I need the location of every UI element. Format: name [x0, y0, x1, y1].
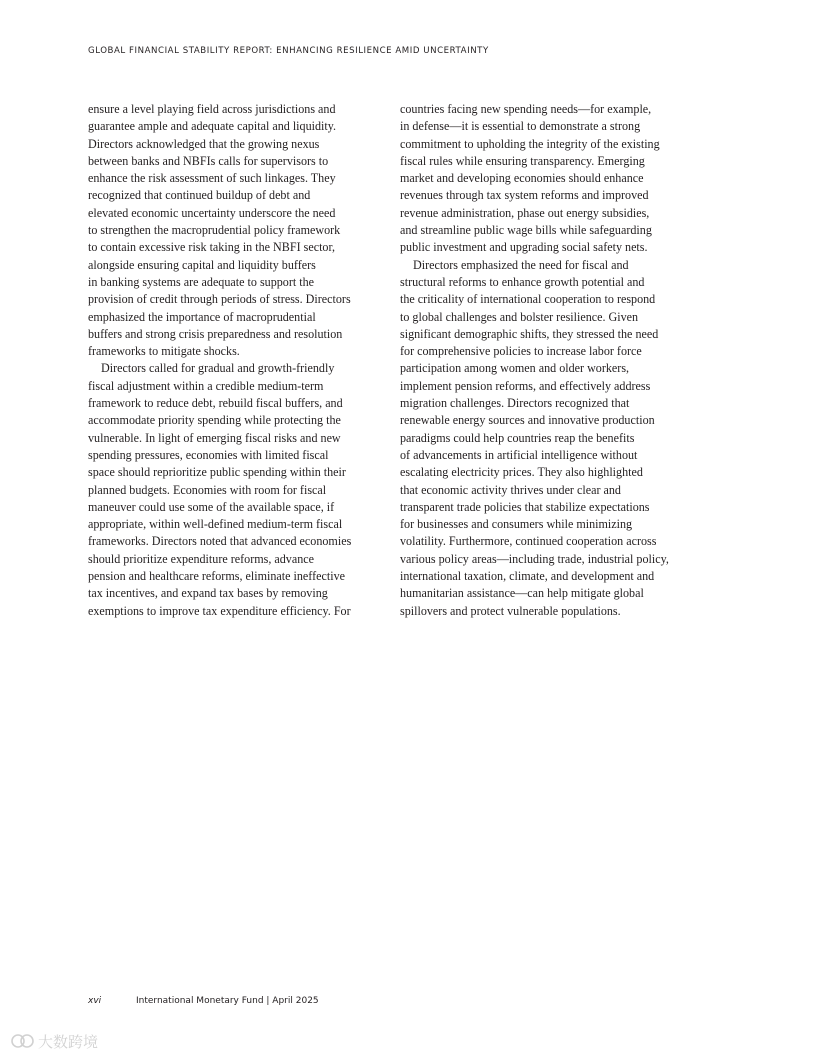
text-line: market and developing economies should enhance	[400, 171, 644, 186]
text-line: recognized that continued buildup of debt and	[88, 188, 311, 203]
text-line: enhance the risk assessment of such linkages. They	[88, 171, 336, 186]
text-line: renewable energy sources and innovative production	[400, 413, 655, 428]
page-number: xvi	[88, 996, 102, 1006]
right-text-column	[400, 101, 700, 620]
text-line: that economic activity thrives under clear and	[400, 482, 621, 497]
text-line: maneuver could use some of the available space, if	[88, 499, 335, 514]
watermark	[10, 1029, 110, 1053]
text-line: revenues through tax system reforms and improved	[400, 188, 649, 203]
text-line: to contain excessive risk taking in the NBFI sector,	[88, 240, 336, 255]
text-line: commitment to upholding the integrity of the existing	[400, 136, 660, 151]
text-line: tax incentives, and expand tax bases by removing	[88, 586, 328, 601]
running-head: GLOBAL FINANCIAL STABILITY REPORT: ENHANCING RESILIENCE AMID UNCERTAINTY	[88, 46, 489, 56]
text-line: participation among women and older workers,	[400, 361, 630, 376]
text-line: various policy areas—including trade, industrial policy,	[400, 551, 669, 566]
left-text-column	[88, 101, 380, 620]
text-line: Directors emphasized the need for fiscal and	[413, 257, 629, 272]
text-line: exemptions to improve tax expenditure efficiency. For	[88, 603, 351, 618]
watermark-logo-icon	[10, 1029, 110, 1053]
text-line: vulnerable. In light of emerging fiscal risks and new	[88, 430, 341, 445]
text-line: volatility. Furthermore, continued cooperation across	[400, 534, 657, 549]
text-line: alongside ensuring capital and liquidity buffers	[88, 257, 316, 272]
text-line: structural reforms to enhance growth potential and	[400, 274, 645, 289]
text-line: pension and healthcare reforms, eliminate ineffective	[88, 569, 345, 584]
text-line: to strengthen the macroprudential policy framework	[88, 223, 341, 238]
text-line: spending pressures, economies with limited fiscal	[88, 447, 329, 462]
text-line: for businesses and consumers while minimizing	[400, 517, 633, 532]
text-line: humanitarian assistance—can help mitigate global	[400, 586, 644, 601]
text-line: accommodate priority spending while protecting the	[88, 413, 341, 428]
text-line: guarantee ample and adequate capital and liquidity.	[88, 119, 337, 134]
text-line: framework to reduce debt, rebuild fiscal buffers, and	[88, 396, 343, 411]
text-line: frameworks. Directors noted that advanced economies	[88, 534, 352, 549]
text-line: fiscal rules while ensuring transparency. Emerging	[400, 153, 645, 168]
text-line: transparent trade policies that stabilize expectations	[400, 499, 650, 514]
text-line: elevated economic uncertainty underscore the need	[88, 205, 336, 220]
text-line: should prioritize expenditure reforms, advance	[88, 551, 315, 566]
text-line: emphasized the importance of macroprudential	[88, 309, 316, 324]
text-line: Directors acknowledged that the growing nexus	[88, 136, 320, 151]
text-line: frameworks to mitigate shocks.	[88, 344, 240, 359]
text-line: paradigms could help countries reap the benefits	[400, 430, 635, 445]
text-line: the criticality of international cooperation to respond	[400, 292, 656, 307]
text-line: ensure a level playing field across jurisdictions and	[88, 102, 336, 116]
text-line: Directors called for gradual and growth-friendly	[101, 361, 335, 376]
text-line: for comprehensive policies to increase labor force	[400, 344, 642, 359]
text-line: migration challenges. Directors recognized that	[400, 396, 630, 411]
text-line: countries facing new spending needs—for example,	[400, 102, 652, 116]
text-line: space should reprioritize public spending within their	[88, 465, 346, 480]
text-line: of advancements in artificial intelligence without	[400, 447, 638, 462]
text-line: in defense—it is essential to demonstrate a strong	[400, 119, 641, 134]
text-line: spillovers and protect vulnerable populations.	[400, 603, 621, 618]
watermark-label: 大数跨境	[38, 1033, 99, 1051]
text-line: in banking systems are adequate to support the	[88, 274, 315, 289]
text-line: public investment and upgrading social safety nets.	[400, 240, 648, 255]
text-line: provision of credit through periods of stress. Directors	[88, 292, 351, 307]
text-line: buffers and strong crisis preparedness and resolution	[88, 326, 343, 341]
text-line: implement pension reforms, and effectively address	[400, 378, 651, 393]
text-line: revenue administration, phase out energy subsidies,	[400, 205, 650, 220]
text-line: planned budgets. Economies with room for fiscal	[88, 482, 327, 497]
text-line: significant demographic shifts, they stressed the need	[400, 326, 659, 341]
text-line: to global challenges and bolster resilience. Given	[400, 309, 639, 324]
page-footer	[88, 996, 319, 1006]
text-line: between banks and NBFIs calls for supervisors to	[88, 153, 329, 168]
text-line: appropriate, within well-defined medium-term fiscal	[88, 517, 343, 532]
text-line: escalating electricity prices. They also highlighted	[400, 465, 643, 480]
text-line: and streamline public wage bills while safeguarding	[400, 223, 652, 238]
text-line: fiscal adjustment within a credible medium-term	[88, 378, 324, 393]
publisher-line: International Monetary Fund | April 2025	[136, 996, 319, 1006]
text-line: international taxation, climate, and development and	[400, 569, 655, 584]
